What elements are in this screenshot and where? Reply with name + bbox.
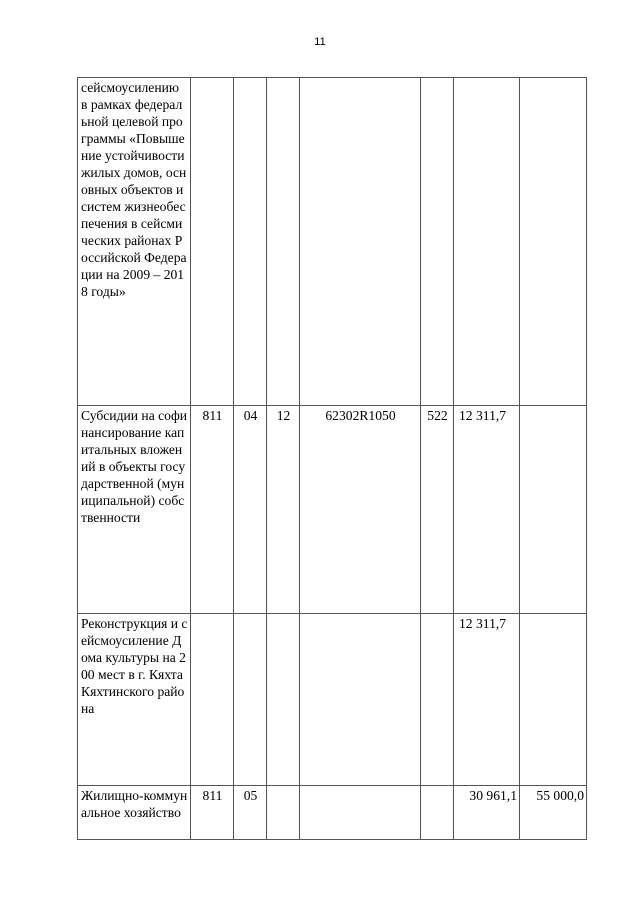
table-row (78, 406, 587, 614)
amount-2-cell (520, 78, 587, 406)
csr-cell (300, 786, 421, 840)
amount-2-cell (520, 614, 587, 786)
ved-cell (191, 614, 234, 786)
rz-cell (234, 614, 267, 786)
rz-cell: 05 (234, 786, 267, 840)
ved-cell (191, 78, 234, 406)
amount-1-cell: 30 961,1 (454, 786, 520, 840)
budget-table (77, 77, 587, 840)
amount-1-cell: 12 311,7 (454, 406, 520, 614)
amount-1-cell: 12 311,7 (454, 614, 520, 786)
vr-cell (421, 614, 454, 786)
table-row (78, 78, 587, 406)
pr-cell (267, 786, 300, 840)
rz-cell: 04 (234, 406, 267, 614)
table-row (78, 614, 587, 786)
csr-cell (300, 78, 421, 406)
rz-cell (234, 78, 267, 406)
page-number: 11 (314, 36, 326, 48)
vr-cell (421, 786, 454, 840)
csr-cell: 62302R1050 (300, 406, 421, 614)
vr-cell: 522 (421, 406, 454, 614)
ved-cell: 811 (191, 406, 234, 614)
ved-cell: 811 (191, 786, 234, 840)
vr-cell (421, 78, 454, 406)
row-name-cell: Субсидии на софинансирование капитальных вложений в объекты государственной (муниципальной) собственности (78, 406, 191, 614)
pr-cell: 12 (267, 406, 300, 614)
pr-cell (267, 614, 300, 786)
amount-1-cell (454, 78, 520, 406)
row-name-cell: сейсмоусилению в рамках федеральной целевой программы «Повышение устойчивости жилых домов, основных объектов и систем жизнеобеспечения в сейсмических районах Российской Федерации на 2009 – 2018 годы» (78, 78, 191, 406)
row-name-cell: Жилищно-коммунальное хозяйство (78, 786, 191, 840)
amount-2-cell (520, 406, 587, 614)
pr-cell (267, 78, 300, 406)
table-row (78, 786, 587, 840)
csr-cell (300, 614, 421, 786)
amount-2-cell: 55 000,0 (520, 786, 587, 840)
row-name-cell: Реконструкция и сейсмоусиление Дома культуры на 200 мест в г. Кяхта Кяхтинского района (78, 614, 191, 786)
